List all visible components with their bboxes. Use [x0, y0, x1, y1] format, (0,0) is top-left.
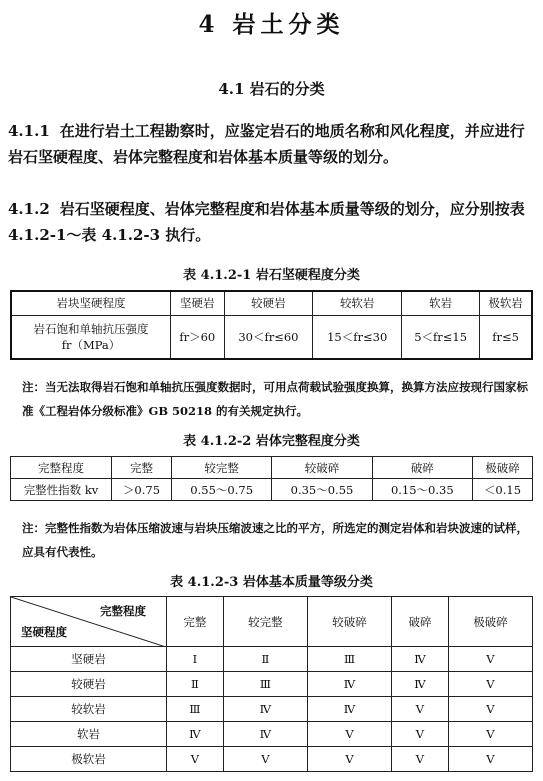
table1-col: 软岩	[402, 291, 480, 315]
table3-corner-cell	[11, 597, 167, 647]
table1-caption: 表 4.1.2-1 岩石坚硬程度分类	[183, 268, 360, 283]
table3-col: 较完整	[223, 597, 307, 647]
table1-cell: 30＜fr≤60	[224, 315, 313, 359]
table3-cell: Ⅴ	[448, 647, 532, 672]
table1-row-label-line1: 岩石饱和单轴抗压强度	[33, 321, 149, 336]
table3-cell: Ⅴ	[448, 747, 532, 772]
table3-corner-top: 完整程度	[100, 604, 146, 618]
table3-cell: Ⅴ	[392, 747, 449, 772]
chapter-title: 4 岩土分类	[198, 11, 345, 38]
table1-col: 坚硬岩	[171, 291, 225, 315]
clause-text: 在进行岩土工程勘察时，应鉴定岩石的地质名称和风化程度，并应进行岩石坚硬程度、岩体完整程度和岩体基本质量等级的划分。	[8, 122, 525, 166]
table-rock-hardness	[10, 290, 533, 360]
table3-cell: Ⅳ	[307, 697, 391, 722]
table3-col: 极破碎	[448, 597, 532, 647]
table1-col: 较软岩	[313, 291, 402, 315]
table3-cell: Ⅳ	[392, 647, 449, 672]
table1-header-label: 岩块坚硬程度	[11, 291, 171, 315]
table3-cell: Ⅴ	[448, 672, 532, 697]
table1-row-label-line2: fr（MPa）	[61, 337, 121, 352]
clause-4-1-1	[8, 118, 538, 170]
table2-cell: 0.55～0.75	[172, 479, 272, 501]
table3-cell: Ⅴ	[448, 722, 532, 747]
table1-cell: 5＜fr≤15	[402, 315, 480, 359]
table2-col: 较破碎	[272, 457, 372, 479]
clause-4-1-2	[8, 196, 538, 248]
table-row	[11, 747, 533, 772]
table3-cell: Ⅲ	[167, 697, 224, 722]
table3-cell: Ⅴ	[392, 697, 449, 722]
table3-cell: Ⅲ	[223, 672, 307, 697]
table3-cell: Ⅴ	[307, 722, 391, 747]
table3-cell: Ⅳ	[223, 722, 307, 747]
table1-cell: fr＞60	[171, 315, 225, 359]
table3-cell: Ⅰ	[167, 647, 224, 672]
table2-cell: 0.15～0.35	[372, 479, 472, 501]
table2-col: 破碎	[372, 457, 472, 479]
table3-cell: Ⅴ	[448, 697, 532, 722]
table3-col: 破碎	[392, 597, 449, 647]
table3-cell: Ⅱ	[167, 672, 224, 697]
table3-cell: Ⅲ	[307, 647, 391, 672]
table1-cell: fr≤5	[480, 315, 532, 359]
table3-cell: Ⅴ	[223, 747, 307, 772]
table3-cell: Ⅴ	[307, 747, 391, 772]
table-row	[11, 697, 533, 722]
table3-col: 较破碎	[307, 597, 391, 647]
table2-cell: ＞0.75	[112, 479, 172, 501]
clause-number: 4.1.1	[8, 122, 50, 140]
table3-row-label: 较软岩	[11, 697, 167, 722]
table3-cell: Ⅳ	[307, 672, 391, 697]
table2-col: 极破碎	[472, 457, 532, 479]
clause-text: 岩石坚硬程度、岩体完整程度和岩体基本质量等级的划分，应分别按表 4.1.2-1～表 4.1.2-3 执行。	[8, 200, 525, 244]
table3-cell: Ⅴ	[167, 747, 224, 772]
table2-caption: 表 4.1.2-2 岩体完整程度分类	[183, 434, 360, 449]
table3-cell: Ⅱ	[223, 647, 307, 672]
section-title: 4.1 岩石的分类	[218, 80, 325, 98]
table-row	[11, 672, 533, 697]
table2-row-label: 完整性指数 kv	[11, 479, 112, 501]
table1-col: 较硬岩	[224, 291, 313, 315]
table2-cell: 0.35～0.55	[272, 479, 372, 501]
clause-number: 4.1.2	[8, 200, 50, 218]
table2-header-label: 完整程度	[11, 457, 112, 479]
table-rock-mass-integrity	[10, 456, 533, 501]
table1-col: 极软岩	[480, 291, 532, 315]
table1-cell: 15＜fr≤30	[313, 315, 402, 359]
table2-col: 完整	[112, 457, 172, 479]
table-rock-mass-quality	[10, 596, 533, 772]
table2-col: 较完整	[172, 457, 272, 479]
table3-col: 完整	[167, 597, 224, 647]
table3-cell: Ⅳ	[392, 672, 449, 697]
table2-note: 注：完整性指数为岩体压缩波速与岩块压缩波速之比的平方，所选定的测定岩体和岩块波速的试样，应具有代表性。	[22, 521, 528, 559]
table-row	[11, 647, 533, 672]
table3-row-label: 极软岩	[11, 747, 167, 772]
table3-corner-bottom: 坚硬程度	[21, 625, 67, 639]
table3-cell: Ⅳ	[167, 722, 224, 747]
table3-row-label: 坚硬岩	[11, 647, 167, 672]
table3-row-label: 较硬岩	[11, 672, 167, 697]
table3-row-label: 软岩	[11, 722, 167, 747]
table3-cell: Ⅳ	[223, 697, 307, 722]
table3-caption: 表 4.1.2-3 岩体基本质量等级分类	[170, 575, 373, 590]
table1-note: 注：当无法取得岩石饱和单轴抗压强度数据时，可用点荷载试验强度换算，换算方法应按现行国家标准《工程岩体分级标准》GB 50218 的有关规定执行。	[22, 380, 528, 418]
table-row	[11, 722, 533, 747]
table2-cell: ＜0.15	[472, 479, 532, 501]
table1-row-label	[11, 315, 171, 359]
table3-cell: Ⅴ	[392, 722, 449, 747]
